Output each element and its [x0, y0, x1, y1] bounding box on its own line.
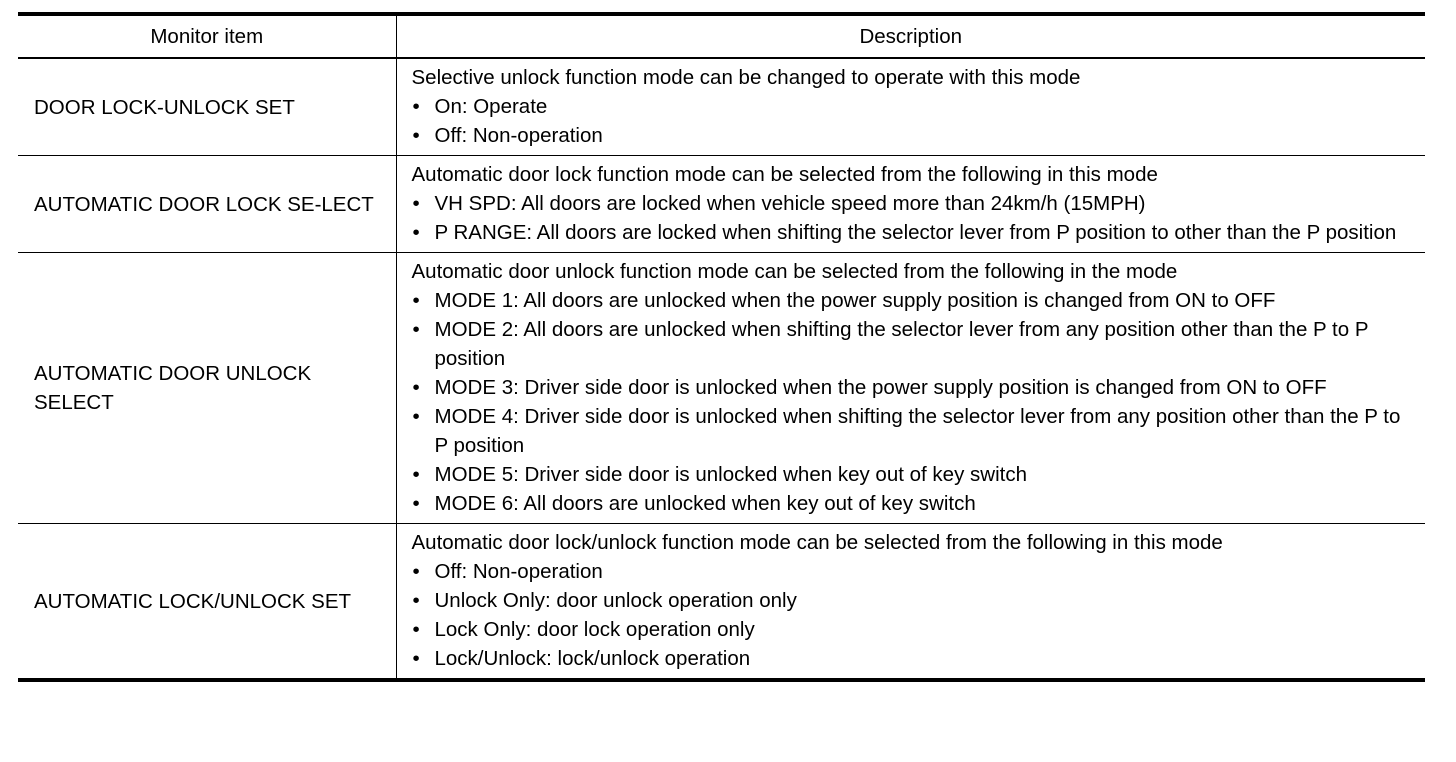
description-bullet: • On: Operate — [412, 92, 1416, 121]
description-intro: Automatic door lock function mode can be selected from the following in this mode — [411, 163, 1158, 186]
description-bullet-list — [412, 189, 1416, 247]
description-intro: Automatic door lock/unlock function mode can be selected from the following in this mode — [411, 531, 1223, 554]
table-row — [18, 253, 1425, 524]
monitor-item-cell: AUTOMATIC LOCK/UNLOCK SET — [18, 524, 396, 681]
description-cell — [396, 156, 1425, 253]
description-bullet: • MODE 1: All doors are unlocked when the power supply position is changed from ON to OFF — [412, 286, 1416, 315]
description-bullet: • MODE 5: Driver side door is unlocked when key out of key switch — [412, 460, 1416, 489]
description-bullet-list — [412, 286, 1416, 518]
table-header-row — [18, 14, 1425, 58]
description-bullet-list — [412, 92, 1416, 150]
description-cell — [396, 524, 1425, 681]
monitor-item-cell: AUTOMATIC DOOR UNLOCK SELECT — [18, 253, 396, 524]
table-row — [18, 524, 1425, 681]
description-bullet: • Unlock Only: door unlock operation only — [412, 586, 1416, 615]
description-intro: Automatic door unlock function mode can be selected from the following in the mode — [411, 260, 1178, 283]
description-bullet: • VH SPD: All doors are locked when vehicle speed more than 24km/h (15MPH) — [412, 189, 1416, 218]
monitor-item-cell: AUTOMATIC DOOR LOCK SE-LECT — [18, 156, 396, 253]
description-bullet: • MODE 6: All doors are unlocked when key out of key switch — [412, 489, 1416, 518]
monitor-item-table — [18, 12, 1425, 682]
description-intro: Selective unlock function mode can be changed to operate with this mode — [411, 66, 1081, 89]
monitor-item-table-container — [18, 12, 1425, 682]
description-bullet: • Lock Only: door lock operation only — [412, 615, 1416, 644]
description-bullet: • Lock/Unlock: lock/unlock operation — [412, 644, 1416, 673]
description-cell — [396, 253, 1425, 524]
description-bullet: • MODE 3: Driver side door is unlocked when the power supply position is changed from ON to OFF — [412, 373, 1416, 402]
description-bullet-list — [412, 557, 1416, 673]
monitor-item-cell: DOOR LOCK-UNLOCK SET — [18, 58, 396, 156]
description-bullet: • MODE 2: All doors are unlocked when shifting the selector lever from any position other than the P to P position — [412, 315, 1416, 373]
table-row — [18, 58, 1425, 156]
description-bullet: • Off: Non-operation — [412, 557, 1416, 586]
monitor-item-header: Monitor item — [18, 14, 396, 58]
description-header: Description — [396, 14, 1425, 58]
description-bullet: • MODE 4: Driver side door is unlocked when shifting the selector lever from any position other than the P to P position — [412, 402, 1416, 460]
table-row — [18, 156, 1425, 253]
description-cell — [396, 58, 1425, 156]
description-bullet: • Off: Non-operation — [412, 121, 1416, 150]
description-bullet: • P RANGE: All doors are locked when shifting the selector lever from P position to other than the P position — [412, 218, 1416, 247]
